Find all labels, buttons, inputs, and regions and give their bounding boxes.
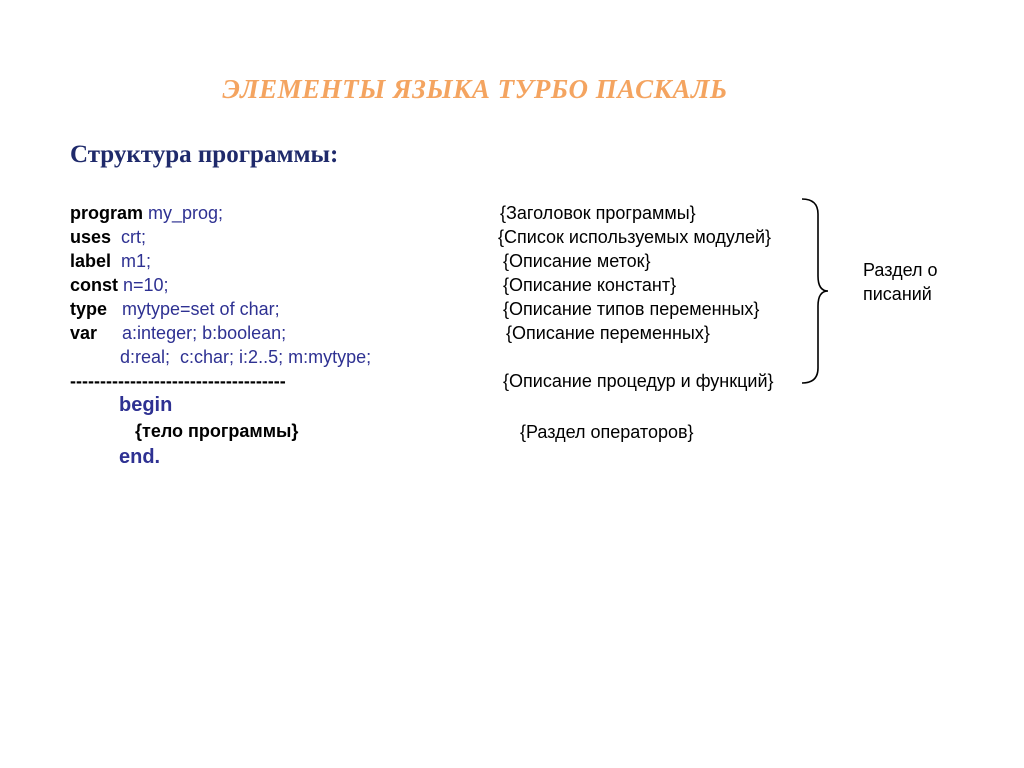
keyword-const: const [70, 275, 119, 295]
code-line-const [70, 273, 169, 297]
comment-constants: {Описание констант} [503, 275, 677, 295]
keyword-var: var [70, 323, 98, 343]
separator-dashes: ------------------------------------ [70, 371, 286, 391]
keyword-label: label [70, 251, 112, 271]
code-const-list: n=10; [118, 275, 169, 295]
code-line-uses [70, 225, 146, 249]
code-line-label [70, 249, 151, 273]
comment-operators: {Раздел операторов} [520, 422, 694, 442]
code-line-var [70, 321, 286, 345]
comment-header: {Заголовок программы} [500, 203, 696, 223]
comment-variables: {Описание переменных} [506, 323, 710, 343]
keyword-end: end. [119, 446, 161, 468]
code-line-program [70, 201, 223, 225]
keyword-program: program [70, 203, 144, 223]
comment-procedures: {Описание процедур и функций} [503, 371, 774, 391]
comment-uses: {Список используемых модулей} [498, 227, 772, 247]
section-label: Раздел описаний [863, 260, 938, 304]
code-label-list: m1; [111, 251, 152, 271]
code-var-list: a:integer; b:boolean; [97, 323, 287, 343]
comment-labels: {Описание меток} [503, 251, 651, 271]
code-line-type [70, 297, 280, 321]
code-uses-list: crt; [111, 227, 147, 247]
comment-types: {Описание типов переменных} [503, 299, 760, 319]
keyword-type: type [70, 299, 108, 319]
program-body-comment: {тело программы} [135, 421, 299, 441]
code-var-list-cont: d:real; c:char; i:2..5; m:mytype; [70, 347, 372, 367]
code-type-list: mytype=set of char; [107, 299, 280, 319]
curly-brace-icon [800, 196, 830, 386]
code-program-name: my_prog; [143, 203, 224, 223]
slide-title: ЭЛЕМЕНТЫ ЯЗЫКА ТУРБО ПАСКАЛЬ [222, 74, 728, 104]
keyword-uses: uses [70, 227, 112, 247]
code-line-var-cont [70, 345, 371, 369]
code-separator [70, 369, 286, 393]
slide-subtitle: Структура программы: [70, 141, 339, 168]
keyword-begin: begin [119, 394, 173, 416]
